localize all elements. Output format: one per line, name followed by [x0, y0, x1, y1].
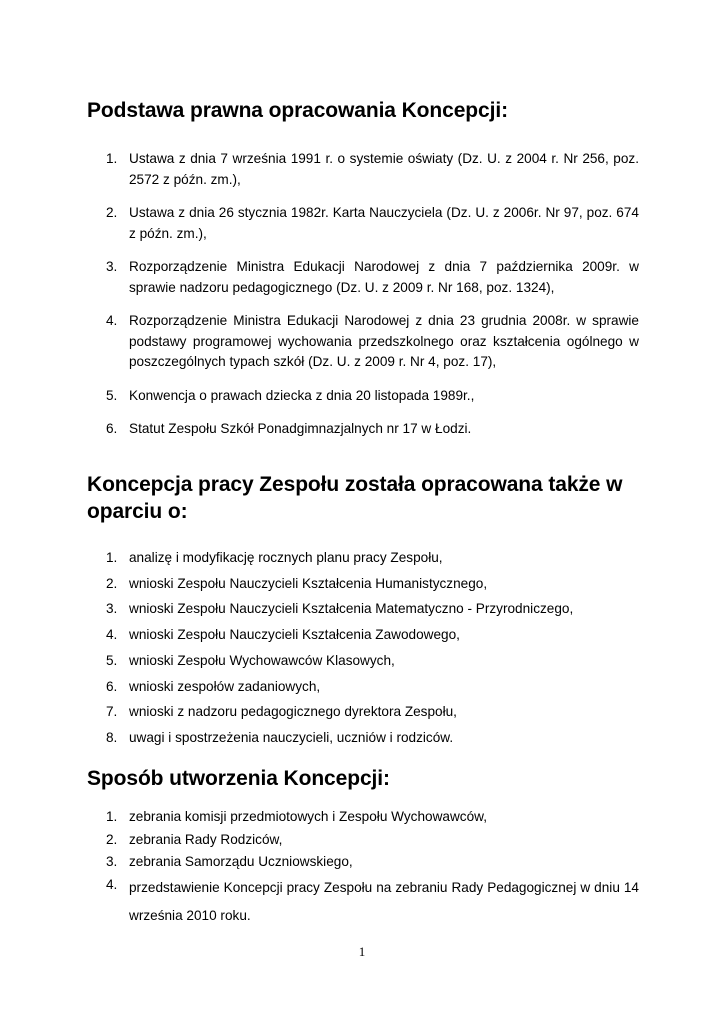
section-heading-creation-method: Sposób utworzenia Koncepcji: [87, 767, 390, 790]
based-on-list [0, 545, 639, 751]
list-text: Konwencja o prawach dziecka z dnia 20 listopada 1989r., [129, 387, 475, 403]
list-item [0, 806, 639, 829]
list-number: 4. [106, 876, 118, 892]
list-item [0, 874, 639, 930]
list-text: analizę i modyfikację rocznych planu pracy Zespołu, [129, 550, 443, 565]
list-text: Rozporządzenie Ministra Edukacji Narodowej z dnia 23 grudnia 2008r. w sprawie podstawy programowej wychowania przedszkolnego oraz kształcenia ogólnego w poszczególnych typach szkół (Dz. U. z 2009 r. Nr 4, poz. 17), [129, 313, 639, 369]
list-number: 3. [106, 259, 118, 274]
legal-basis-list [0, 149, 639, 453]
list-text: przedstawienie Koncepcji pracy Zespołu na zebraniu Rady Pedagogicznej w dniu 14 września 2010 roku. [129, 879, 639, 923]
list-item [0, 203, 639, 244]
list-text: zebrania Rady Rodziców, [129, 831, 283, 847]
list-text: Ustawa z dnia 7 września 1991 r. o systemie oświaty (Dz. U. z 2004 r. Nr 256, poz. 2572 z późn. zm.), [129, 151, 639, 187]
list-number: 1. [106, 151, 118, 166]
page-number: 1 [358, 944, 366, 959]
list-item [0, 648, 639, 674]
list-text: wnioski Zespołu Nauczycieli Kształcenia Matematyczno - Przyrodniczego, [129, 601, 574, 617]
list-text: zebrania Samorządu Uczniowskiego, [129, 854, 353, 870]
list-item [0, 311, 639, 373]
list-item [0, 545, 639, 571]
list-text: Rozporządzenie Ministra Edukacji Narodowej z dnia 7 października 2009r. w sprawie nadzoru pedagogicznego (Dz. U. z 2009 r. Nr 168, poz. 1324), [129, 259, 639, 295]
list-number: 5. [106, 387, 118, 403]
list-number: 2. [106, 831, 118, 847]
list-number: 1. [106, 809, 118, 824]
list-number: 5. [106, 652, 118, 668]
list-number: 7. [106, 704, 118, 720]
list-item [0, 419, 639, 440]
list-number: 8. [106, 729, 118, 745]
list-number: 4. [106, 313, 118, 328]
list-number: 6. [106, 678, 118, 694]
list-item [0, 571, 639, 597]
list-number: 3. [106, 854, 118, 870]
list-number: 1. [106, 550, 118, 565]
creation-method-list [0, 806, 639, 930]
list-item [0, 386, 639, 407]
list-item [0, 829, 639, 852]
list-item [0, 257, 639, 298]
list-item [0, 699, 639, 725]
list-item [0, 851, 639, 874]
list-text: wnioski Zespołu Nauczycieli Kształcenia Humanistycznego, [129, 575, 488, 591]
list-item [0, 725, 639, 751]
list-text: wnioski Zespołu Wychowawców Klasowych, [129, 652, 395, 668]
list-item [0, 149, 639, 190]
list-item [0, 674, 639, 700]
list-text: wnioski z nadzoru pedagogicznego dyrektora Zespołu, [129, 704, 457, 720]
list-number: 2. [106, 575, 118, 591]
list-number: 2. [106, 205, 118, 220]
list-text: wnioski zespołów zadaniowych, [129, 678, 321, 694]
section-heading-legal-basis: Podstawa prawna opracowania Koncepcji: [87, 99, 508, 122]
list-text: zebrania komisji przedmiotowych i Zespołu Wychowawców, [129, 809, 487, 824]
section-heading-based-on: Koncepcja pracy Zespołu została opracowana także w oparciu o: [87, 473, 623, 523]
list-text: Statut Zespołu Szkół Ponadgimnazjalnych nr 17 w Łodzi. [129, 421, 472, 436]
list-number: 6. [106, 421, 118, 436]
list-item [0, 622, 639, 648]
list-text: Ustawa z dnia 26 stycznia 1982r. Karta Nauczyciela (Dz. U. z 2006r. Nr 97, poz. 674 z późn. zm.), [129, 205, 639, 241]
list-number: 3. [106, 601, 118, 617]
list-text: uwagi i spostrzeżenia nauczycieli, uczniów i rodziców. [129, 729, 454, 745]
list-text: wnioski Zespołu Nauczycieli Kształcenia Zawodowego, [129, 627, 460, 643]
list-number: 4. [106, 627, 118, 643]
list-item [0, 596, 639, 622]
